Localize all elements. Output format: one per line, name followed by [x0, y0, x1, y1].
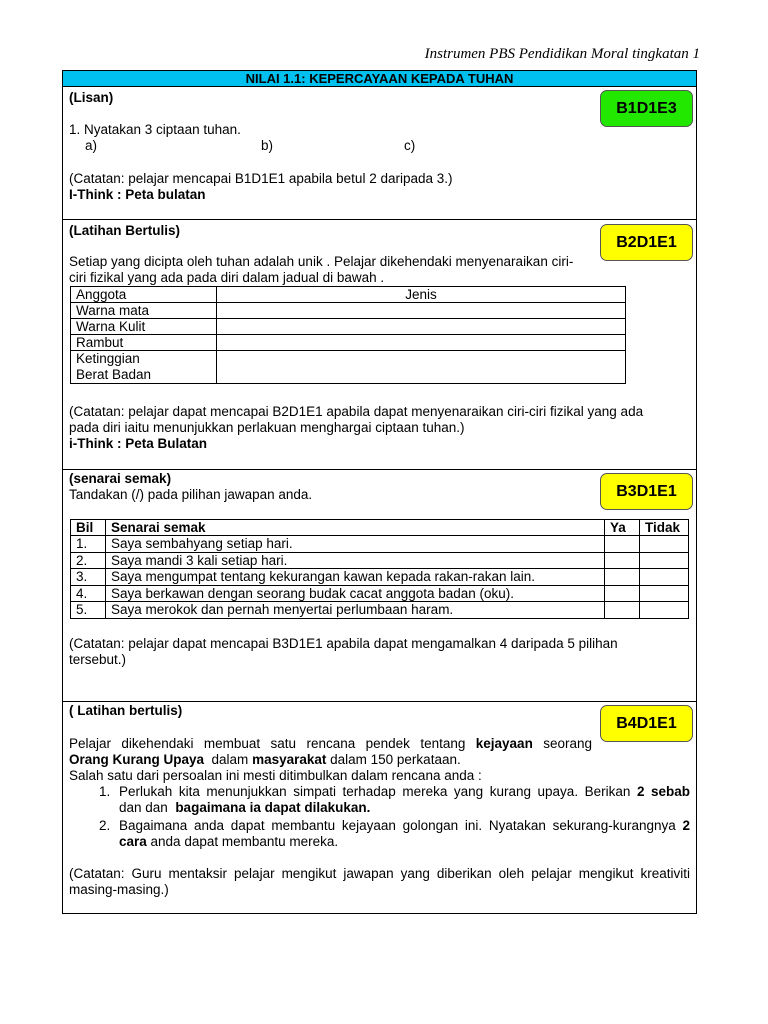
- level-badge-b1d1e3: B1D1E3: [600, 90, 693, 127]
- ya-checkbox-cell[interactable]: [605, 602, 640, 619]
- answer-option-c: c): [404, 138, 416, 153]
- list-item-2-line-1: [119, 818, 690, 834]
- ya-checkbox-cell[interactable]: [605, 585, 640, 602]
- section-latihan-bertulis-2: [63, 701, 696, 913]
- checklist-item: Saya mandi 3 kali setiap hari.: [106, 552, 605, 569]
- row-number: 1.: [71, 536, 106, 553]
- table-header: Anggota: [71, 287, 217, 303]
- answer-option-b: b): [261, 138, 274, 153]
- answer-option-a: a): [85, 138, 98, 153]
- ya-checkbox-cell[interactable]: [605, 552, 640, 569]
- document-header: Instrumen PBS Pendidikan Moral tingkatan 1: [424, 46, 700, 62]
- checklist-item: Saya mengumpat tentang kekurangan kawan kepada rakan-rakan lain.: [106, 569, 605, 586]
- ithink-label: i-Think : Peta Bulatan: [69, 436, 208, 451]
- table-cell-empty[interactable]: [217, 319, 626, 335]
- note-line-1: (Catatan: pelajar dapat mencapai B3D1E1 apabila dapat mengamalkan 4 daripada 5 pilihan: [69, 636, 618, 651]
- note-line-1: (Catatan: pelajar dapat mencapai B2D1E1 apabila dapat menyenaraikan ciri-ciri fizikal yang ada: [69, 404, 644, 419]
- list-number: 1.: [99, 784, 111, 799]
- row-label: Ketinggian: [76, 351, 140, 366]
- table-header: Tidak: [640, 520, 689, 536]
- bold-term: Orang Kurang Upaya: [69, 752, 205, 767]
- text-run: dalam: [204, 752, 253, 767]
- checklist-table: [70, 519, 689, 619]
- section-type-label: (Latihan Bertulis): [69, 223, 181, 238]
- physical-traits-table: [70, 286, 626, 384]
- tidak-checkbox-cell[interactable]: [640, 552, 689, 569]
- text-run: Bagaimana anda dapat membantu kejayaan golongan ini. Nyatakan sekurang-kurangnya: [119, 818, 683, 833]
- section-senarai-semak: [63, 469, 696, 701]
- row-number: 4.: [71, 585, 106, 602]
- table-cell-empty[interactable]: [217, 351, 626, 384]
- checklist-item: Saya merokok dan pernah menyertai perlumbaan haram.: [106, 602, 605, 619]
- tidak-checkbox-cell[interactable]: [640, 602, 689, 619]
- note-line-2: tersebut.): [69, 652, 127, 667]
- ithink-label: I-Think : Peta bulatan: [69, 187, 206, 202]
- tidak-checkbox-cell[interactable]: [640, 569, 689, 586]
- list-item-1-line-2: [119, 800, 370, 815]
- table-header: Ya: [605, 520, 640, 536]
- row-number: 2.: [71, 552, 106, 569]
- paragraph-line-3: Salah satu dari persoalan ini mesti ditimbulkan dalam rencana anda :: [69, 768, 482, 783]
- section-type-label: ( Latihan bertulis): [69, 703, 183, 718]
- row-label: Berat Badan: [76, 367, 152, 382]
- instruction-text: Tandakan (/) pada pilihan jawapan anda.: [69, 487, 313, 502]
- note-line-2: pada diri iaitu menunjukkan perlakuan menghargai ciptaan tuhan.): [69, 420, 465, 435]
- list-item-1-line-1: [119, 784, 690, 800]
- table-header: Jenis: [217, 287, 626, 303]
- text-run: dan dan: [119, 800, 176, 815]
- table-header: Senarai semak: [106, 520, 605, 536]
- tidak-checkbox-cell[interactable]: [640, 536, 689, 553]
- bold-term: 2: [682, 818, 690, 833]
- level-badge-b2d1e1: B2D1E1: [600, 224, 693, 261]
- bold-term: masyarakat: [252, 752, 327, 767]
- checklist-item: Saya berkawan dengan seorang budak cacat anggota badan (oku).: [106, 585, 605, 602]
- instruction-line-2: ciri fizikal yang ada pada diri dalam jadual di bawah .: [69, 270, 385, 285]
- level-badge-b3d1e1: B3D1E1: [600, 473, 693, 510]
- table-cell: Warna Kulit: [71, 319, 217, 335]
- text-run: seorang: [532, 736, 592, 751]
- text-run: Pelajar dikehendaki membuat satu rencana pendek tentang: [69, 736, 476, 751]
- note-text: (Catatan: pelajar mencapai B1D1E1 apabila betul 2 daripada 3.): [69, 171, 453, 186]
- section-title: NILAI 1.1: KEPERCAYAAN KEPADA TUHAN: [63, 71, 696, 87]
- paragraph-line-1: [69, 736, 592, 752]
- section-type-label: (Lisan): [69, 90, 114, 105]
- instruction-line-1: Setiap yang dicipta oleh tuhan adalah unik . Pelajar dikehendaki menyenaraikan ciri-: [69, 254, 574, 269]
- table-header: Bil: [71, 520, 106, 536]
- bold-term: 2 sebab: [636, 784, 691, 799]
- question-text: 1. Nyatakan 3 ciptaan tuhan.: [69, 122, 241, 137]
- table-cell: [71, 351, 217, 384]
- section-type-label: (senarai semak): [69, 471, 172, 486]
- text-run: dalam 150 perkataan.: [326, 752, 461, 767]
- table-cell-empty[interactable]: [217, 335, 626, 351]
- ya-checkbox-cell[interactable]: [605, 569, 640, 586]
- bold-term: bagaimana ia dapat dilakukan.: [175, 800, 371, 815]
- table-cell: Warna mata: [71, 303, 217, 319]
- checklist-item: Saya sembahyang setiap hari.: [106, 536, 605, 553]
- row-number: 3.: [71, 569, 106, 586]
- note-line-1: (Catatan: Guru mentaksir pelajar mengikut jawapan yang diberikan oleh pelajar mengikut kreativiti: [69, 866, 690, 881]
- tidak-checkbox-cell[interactable]: [640, 585, 689, 602]
- list-number: 2.: [99, 818, 111, 833]
- list-item-2-line-2: [119, 834, 338, 849]
- bold-term: kejayaan: [475, 736, 533, 751]
- level-badge-b4d1e1: B4D1E1: [600, 705, 693, 742]
- paragraph-line-2: [69, 752, 461, 767]
- assessment-form: [62, 70, 697, 914]
- row-number: 5.: [71, 602, 106, 619]
- section-latihan-bertulis: [63, 219, 696, 469]
- table-cell: Rambut: [71, 335, 217, 351]
- section-lisan: [63, 87, 696, 219]
- table-cell-empty[interactable]: [217, 303, 626, 319]
- text-run: Perlukah kita menunjukkan simpati terhadap mereka yang kurang upaya. Berikan: [119, 784, 637, 799]
- ya-checkbox-cell[interactable]: [605, 536, 640, 553]
- note-line-2: masing-masing.): [69, 882, 169, 897]
- bold-term: cara: [119, 834, 147, 849]
- text-run: anda dapat membantu mereka.: [146, 834, 339, 849]
